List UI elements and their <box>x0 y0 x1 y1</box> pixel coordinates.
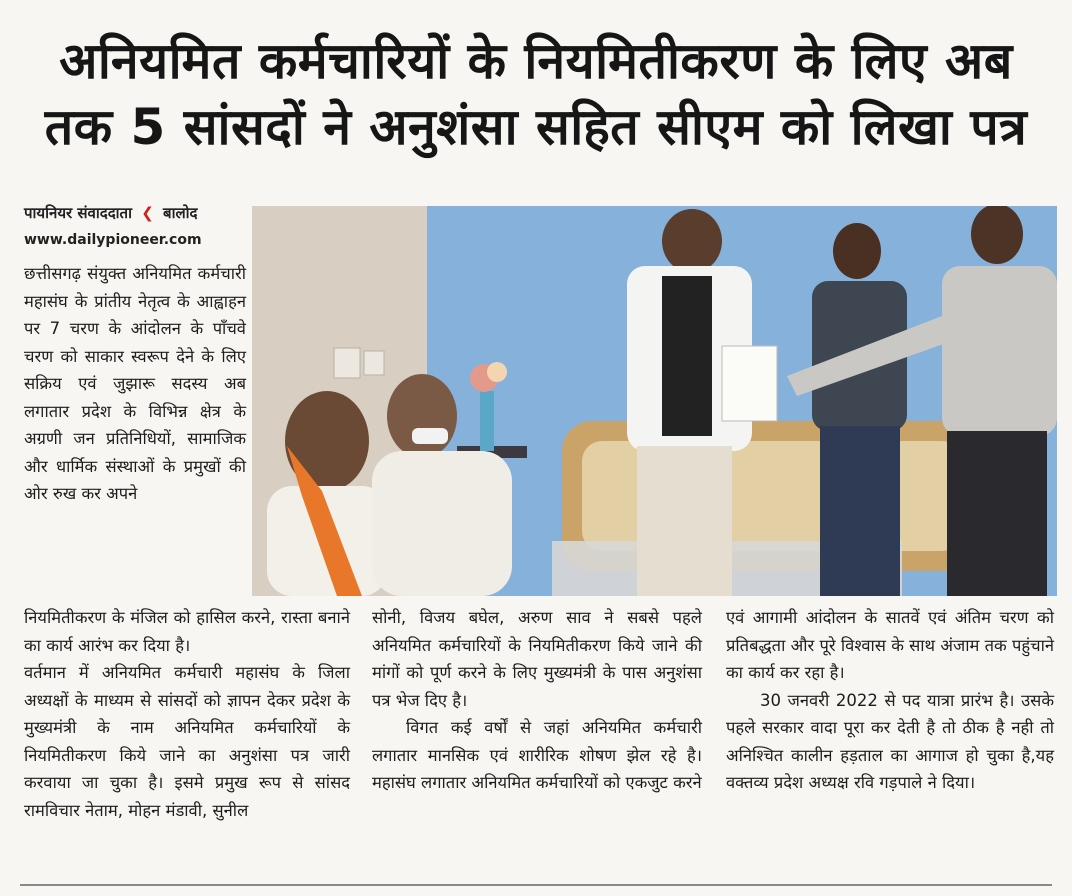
article-col1-bottom <box>24 604 350 824</box>
article-paragraph: एवं आगामी आंदोलन के सातवें एवं अंतिम चरण को प्रतिबद्धता और पूरे विश्वास के साथ अंजाम तक पहुंचाने का कार्य कर रहा है। <box>726 608 1054 682</box>
article-paragraph: वर्तमान में अनियमित कर्मचारी महासंघ के जिला अध्यक्षों के माध्यम से सांसदों को ज्ञापन देकर प्रदेश के मुख्यमंत्री के नाम अनियमित कर्मचारियों के नियमितीकरण किये जाने का अनुशंसा पत्र जारी करवाया जा चुका है। इसमे प्रमुख रूप से सांसद रामविचार नेताम, मोहन मंडावी, सुनील <box>24 663 350 820</box>
news-photo <box>252 206 1057 596</box>
article-col3 <box>726 604 1054 797</box>
article-paragraph: सोनी, विजय बघेल, अरुण साव ने सबसे पहले अनियमित कर्मचारियों के नियमितीकरण किये जाने की मांगों को पूर्ण करने के लिए मुख्यमंत्री के पास अनुशंसा पत्र भेज दिए है। <box>372 608 702 710</box>
reporter-name: पायनियर संवाददाता <box>24 204 132 222</box>
byline-arrow-icon: ❮ <box>141 204 154 222</box>
dateline-place: बालोद <box>163 204 198 222</box>
bottom-rule <box>20 884 1052 886</box>
article-paragraph: विगत कई वर्षों से जहां अनियमित कर्मचारी लगातार मानसिक एवं शारीरिक शोषण झेल रहे है। महासंघ लगातार अनियमित कर्मचारियों को एकजुट करने <box>372 718 702 792</box>
website-url: www.dailypioneer.com <box>24 232 202 248</box>
photo-scene <box>252 206 1057 596</box>
article-paragraph: नियमितीकरण के मंजिल को हासिल करने, रास्ता बनाने का कार्य आरंभ कर दिया है। <box>24 608 350 655</box>
article-paragraph: छत्तीसगढ़ संयुक्त अनियमित कर्मचारी महासंघ के प्रांतीय नेतृत्व के आह्वाहन पर 7 चरण के आंदोलन के पाँचवे चरण को साकार स्वरूप देने के लिए सक्रिय एवं जुझारू सदस्य अब लगातार प्रदेश के विभिन्न क्षेत्र के अग्रणी जन प्रतिनिधियों, सामाजिक और धार्मिक संस्थाओं के प्रमुखों की ओर रुख कर अपने <box>24 264 246 503</box>
byline <box>24 203 198 223</box>
article-col2 <box>372 604 702 797</box>
headline <box>0 28 1072 160</box>
headline-line-2: तक 5 सांसदों ने अनुशंसा सहित सीएम को लिखा पत्र <box>44 98 1028 156</box>
article-paragraph: 30 जनवरी 2022 से पद यात्रा प्रारंभ है। उसके पहले सरकार वादा पूरा कर देती है तो ठीक है नही तो अनिश्चित कालीन हड़ताल का आगाज हो चुका है,यह वक्तव्य प्रदेश अध्यक्ष रवि गड़पाले ने दिया। <box>726 690 1054 792</box>
headline-line-1: अनियमित कर्मचारियों के नियमितीकरण के लिए अब <box>59 32 1013 90</box>
article-col1-top <box>24 260 246 508</box>
